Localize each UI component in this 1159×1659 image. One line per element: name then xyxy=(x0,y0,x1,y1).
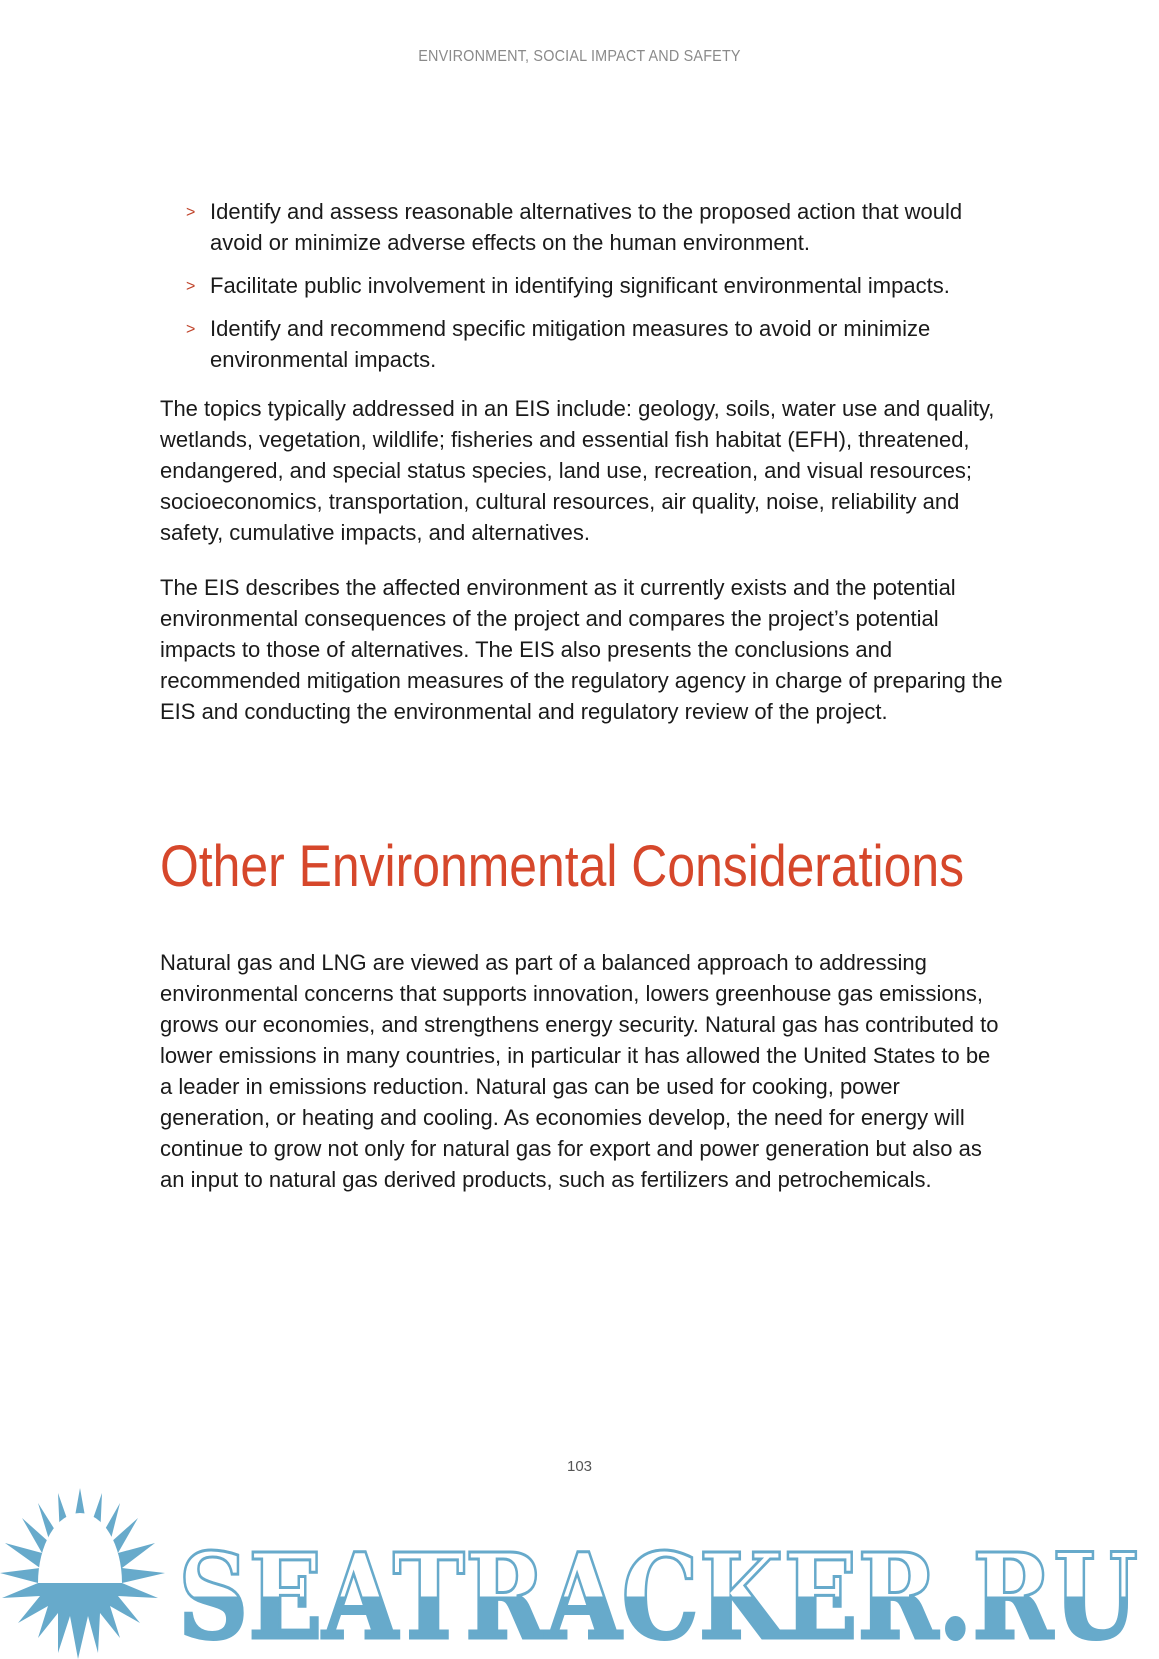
section-heading: Other Environmental Considerations xyxy=(160,834,965,899)
list-item-text: Facilitate public involvement in identifying significant environmental impacts. xyxy=(210,273,950,298)
list-item-text: Identify and assess reasonable alternatives to the proposed action that would avoid or minimize adverse effects on the human environment. xyxy=(210,199,963,255)
list-item-text: Identify and recommend specific mitigation measures to avoid or minimize environmental impacts. xyxy=(210,316,931,372)
page-body xyxy=(160,196,1005,1195)
list-item xyxy=(160,270,1005,301)
running-header: ENVIRONMENT, SOCIAL IMPACT AND SAFETY xyxy=(418,48,741,65)
chevron-right-icon: > xyxy=(186,321,196,338)
watermark-logo xyxy=(0,1488,1159,1659)
chevron-right-icon: > xyxy=(186,278,196,295)
paragraph: The topics typically addressed in an EIS include: geology, soils, water use and quality, wetlands, vegetation, wildlife; fisheries and essential fish habitat (EFH), threatened, endangered, and special status species, land use, recreation, and visual resources; socioeconomics, transportation, cultural resources, air quality, noise, reliability and safety, cumulative impacts, and alternatives. xyxy=(160,396,995,545)
list-item xyxy=(160,196,1005,258)
paragraph: Natural gas and LNG are viewed as part of a balanced approach to addressing environmental concerns that supports innovation, lowers greenhouse gas emissions, grows our economies, and strengthens energy security. Natural gas has contributed to lower emissions in many countries, in particular it has allowed the United States to be a leader in emissions reduction. Natural gas can be used for cooking, power generation, or heating and cooling. As economies develop, the need for energy will continue to grow not only for natural gas for export and power generation but also as an input to natural gas derived products, such as fertilizers and petrochemicals. xyxy=(160,950,999,1192)
list-item xyxy=(160,313,1005,375)
chevron-right-icon: > xyxy=(186,204,196,221)
paragraph: The EIS describes the affected environment as it currently exists and the potential environmental consequences of the project and compares the project’s potential impacts to those of alternatives. The EIS also presents the conclusions and recommended mitigation measures of the regulatory agency in charge of preparing the EIS and conducting the environmental and regulatory review of the project. xyxy=(160,575,1003,724)
sun-icon xyxy=(0,1488,165,1659)
page-number: 103 xyxy=(566,1458,593,1475)
bullet-list xyxy=(160,196,1005,375)
watermark-text: SEATRACKER.RU xyxy=(178,1527,1138,1659)
